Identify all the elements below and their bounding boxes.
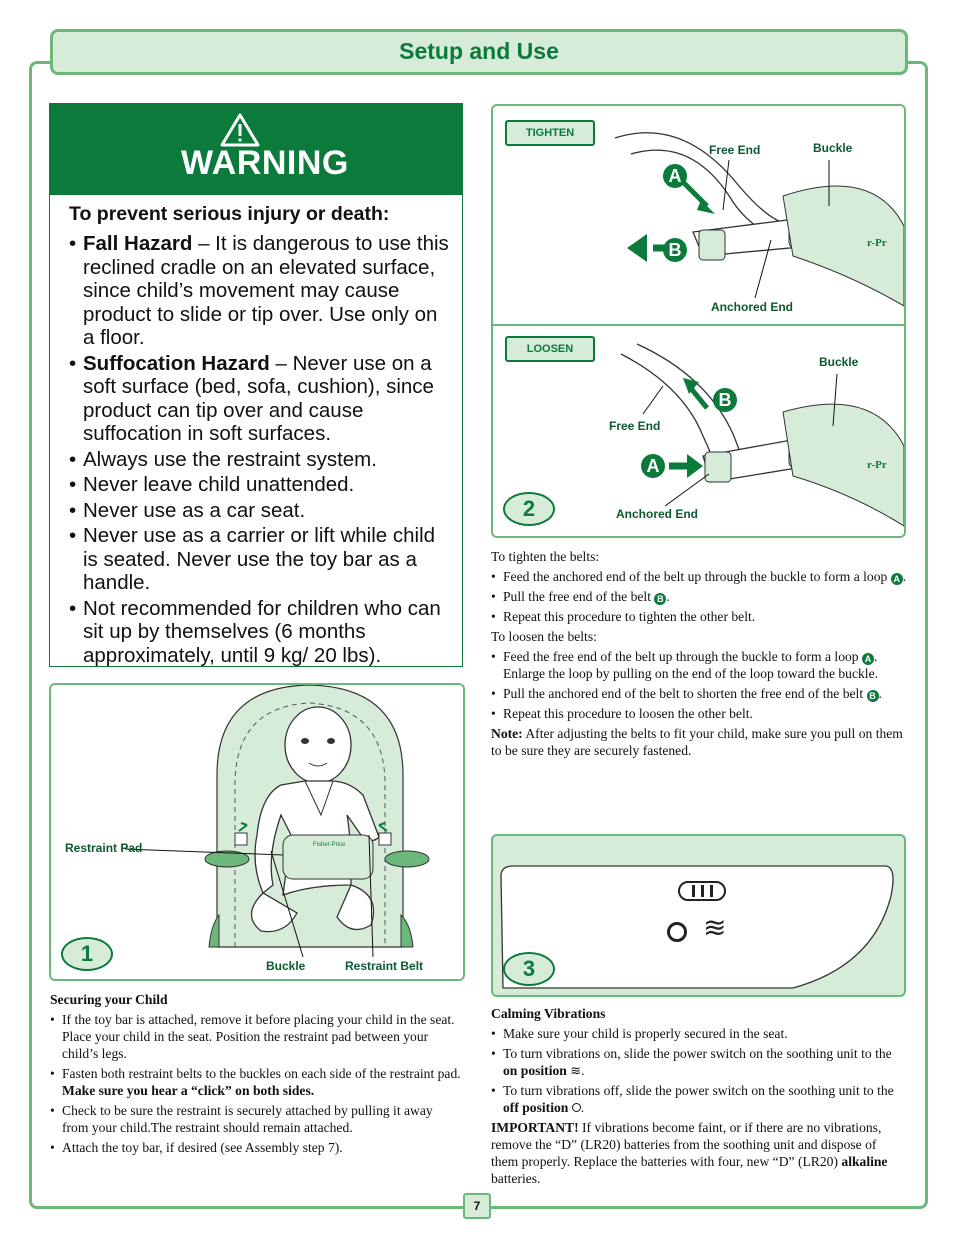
brand-fragment-loosen: r-Pr	[867, 459, 887, 471]
buckle-label: Buckle	[266, 959, 306, 973]
warning-lead: To prevent serious injury or death:	[69, 203, 390, 225]
loosen-free-end-label: Free End	[609, 419, 661, 433]
warning-body	[50, 195, 462, 667]
loosen-item: • Repeat this procedure to loosen the other belt.	[491, 705, 907, 722]
step1-text	[50, 991, 462, 1159]
step3-item: • Make sure your child is properly secured in the seat.	[491, 1025, 907, 1042]
step3-illustration	[491, 834, 906, 997]
loosen-marker-a: A	[641, 454, 665, 478]
warning-item: • Suffocation Hazard – Never use on a soft surface (bed, sofa, cushion), since product can tip over and cause suffocation in soft surfaces.	[69, 352, 450, 446]
step1-illustration	[49, 683, 465, 981]
loosen-heading: To loosen the belts:	[491, 629, 597, 644]
tighten-tag: TIGHTEN	[505, 120, 595, 146]
tighten-item: • Feed the anchored end of the belt up through the buckle to form a loop A .	[491, 568, 907, 585]
step1-number: 1	[61, 937, 113, 971]
loosen-marker-b: B	[713, 388, 737, 412]
step1-item: • Check to be sure the restraint is securely attached by pulling it away from your child.The restraint should remain attached.	[50, 1102, 462, 1136]
step2-number: 2	[503, 492, 555, 526]
loosen-tag: LOOSEN	[505, 336, 595, 362]
warning-item: • Fall Hazard – It is dangerous to use this reclined cradle on an elevated surface, since child’s movement may cause product to slide or tip over. Use only on a floor.	[69, 232, 450, 350]
warning-item: • Never leave child unattended.	[69, 473, 450, 497]
warning-item: • Never use as a carrier or lift while child is seated. Never use the toy bar as a handle.	[69, 524, 450, 595]
warning-triangle-icon	[220, 113, 260, 147]
vibration-icon: ≋	[570, 1063, 582, 1078]
tighten-anchored-end-label: Anchored End	[711, 300, 794, 314]
tighten-marker-a: A	[663, 164, 687, 188]
brand-fragment-tighten: r-Pr	[867, 237, 887, 249]
loosen-item: • Pull the anchored end of the belt to shorten the free end of the belt B .	[491, 685, 907, 702]
tighten-item: • Repeat this procedure to tighten the other belt.	[491, 608, 907, 625]
tighten-buckle-label: Buckle	[813, 141, 853, 155]
svg-text:Fisher-Price: Fisher-Price	[313, 842, 346, 848]
section-title: Setup and Use	[399, 38, 559, 64]
step3-item: • To turn vibrations on, slide the power switch on the soothing unit to the on position ≋.	[491, 1045, 907, 1079]
restraint-belt-label: Restraint Belt	[345, 959, 424, 973]
step3-item: • To turn vibrations off, slide the power switch on the soothing unit to the off position .	[491, 1082, 907, 1116]
off-position-icon	[667, 922, 687, 942]
loosen-item: • Feed the free end of the belt up through the buckle to form a loop A . Enlarge the loop by pulling on the end of the loop toward the buckle.	[491, 648, 907, 682]
warning-title: WARNING	[181, 144, 349, 182]
loosen-anchored-end-label: Anchored End	[616, 507, 699, 521]
warning-item: • Never use as a car seat.	[69, 499, 450, 523]
step3-heading: Calming Vibrations	[491, 1006, 606, 1021]
step3-number: 3	[503, 952, 555, 986]
step1-heading: Securing your Child	[50, 992, 168, 1007]
warning-item: • Always use the restraint system.	[69, 448, 450, 472]
tighten-heading: To tighten the belts:	[491, 549, 600, 564]
warning-box	[49, 103, 463, 667]
step2-text	[491, 548, 907, 762]
warning-header	[50, 104, 462, 195]
baby-in-cradle-illustration	[51, 685, 463, 979]
step3-important: IMPORTANT! If vibrations become faint, or if there are no vibrations, remove the “D” (LR20) batteries from the soothing unit and dispose of them properly. Replace the batteries with four, new “D” (LR20) alkaline batteries.	[491, 1120, 888, 1186]
tighten-marker-b: B	[663, 238, 687, 262]
warning-list	[69, 232, 450, 667]
step1-item: • Fasten both restraint belts to the buckles on each side of the restraint pad. Make sure you hear a “click” on both sides.	[50, 1065, 462, 1099]
step1-item: • Attach the toy bar, if desired (see Assembly step 7).	[50, 1139, 462, 1156]
loosen-buckle-label: Buckle	[819, 355, 859, 369]
restraint-pad-label: Restraint Pad	[65, 841, 143, 855]
vibration-icon: ≋	[703, 912, 727, 943]
page-number: 7	[463, 1193, 491, 1219]
tighten-item: • Pull the free end of the belt B .	[491, 588, 907, 605]
off-position-icon	[572, 1103, 581, 1112]
tighten-free-end-label: Free End	[709, 143, 761, 157]
warning-item: • Not recommended for children who can sit up by themselves (6 months approximately, until 9 kg/ 20 lbs).	[69, 597, 450, 668]
section-header	[50, 29, 908, 75]
step2-illustration	[491, 104, 906, 538]
step1-item: • If the toy bar is attached, remove it before placing your child in the seat. Place your child in the seat. Position the restraint pad between your child’s legs.	[50, 1011, 462, 1062]
step2-note: Note: After adjusting the belts to fit your child, make sure you pull on them to be sure they are securely fastened.	[491, 726, 903, 758]
step3-text	[491, 1005, 907, 1190]
